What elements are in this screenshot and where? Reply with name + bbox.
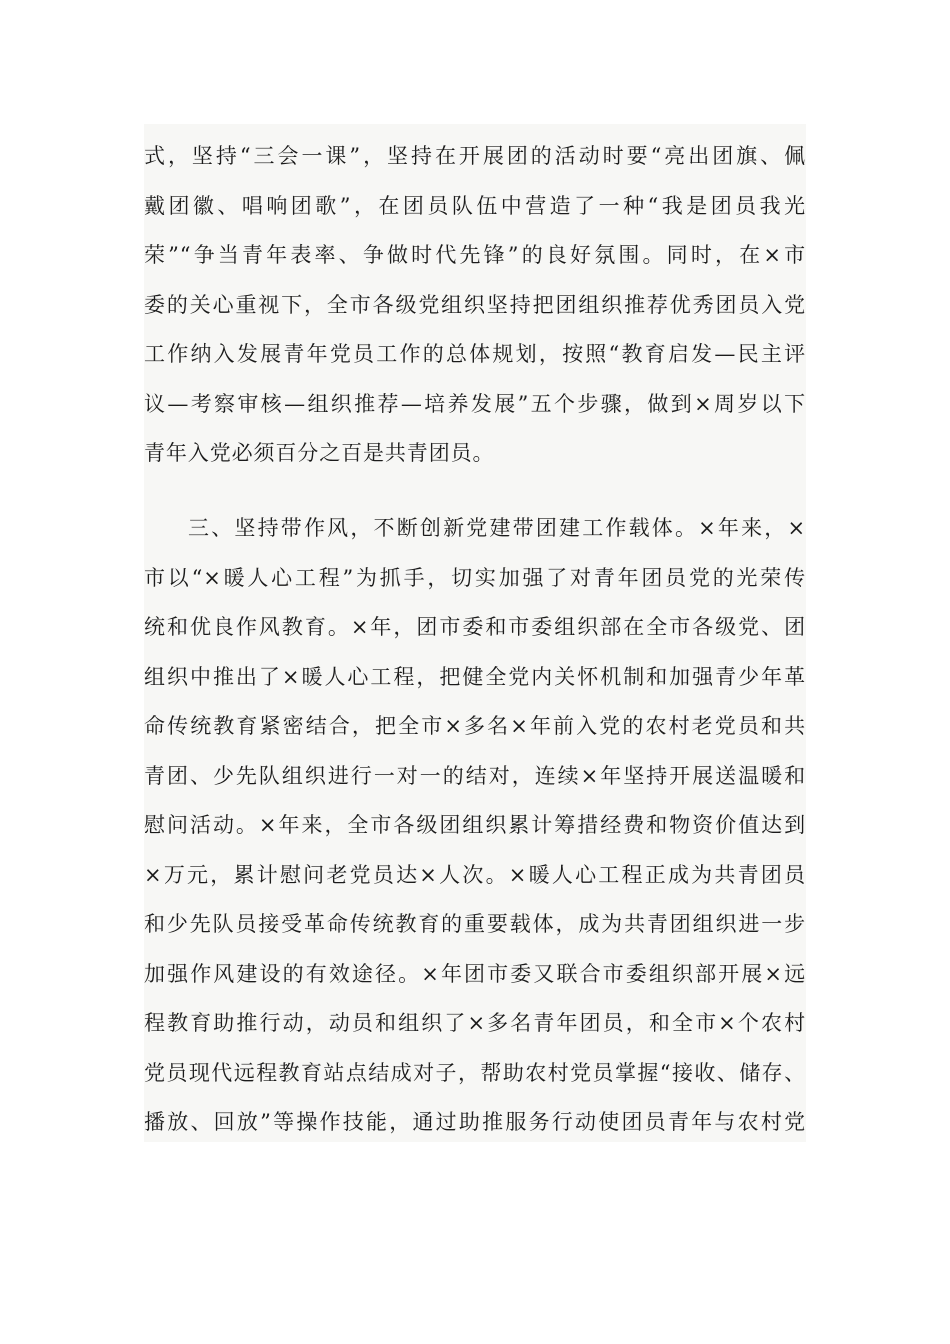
document-body — [144, 124, 806, 1142]
text-line: 青团、少先队组织进行一对一的结对，连续×年坚持开展送温暖和 — [144, 763, 806, 788]
text-line: 委的关心重视下，全市各级党组织坚持把团组织推荐优秀团员入党 — [144, 292, 806, 317]
paragraph-2 — [144, 504, 806, 1148]
text-line: 三、坚持带作风，不断创新党建带团建工作载体。×年来，× — [188, 516, 806, 540]
text-line: 议—考察审核—组织推荐—培养发展”五个步骤，做到×周岁以下 — [144, 391, 806, 416]
text-line: 党员现代远程教育站点结成对子，帮助农村党员掌握“接收、储存、 — [144, 1060, 806, 1085]
text-line: 慰问活动。×年来，全市各级团组织累计筹措经费和物资价值达到 — [144, 813, 806, 837]
text-line: 式，坚持“三会一课”，坚持在开展团的活动时要“亮出团旗、佩 — [144, 144, 806, 168]
text-line: 统和优良作风教育。×年，团市委和市委组织部在全市各级党、团 — [144, 615, 806, 639]
text-line: 戴团徽、唱响团歌”，在团员队伍中营造了一种“我是团员我光 — [144, 193, 806, 218]
text-line: 程教育助推行动，动员和组织了×多名青年团员，和全市×个农村 — [144, 1011, 806, 1035]
text-line: 和少先队员接受革命传统教育的重要载体，成为共青团组织进一步 — [144, 912, 806, 936]
text-line: 荣”“争当青年表率、争做时代先锋”的良好氛围。同时，在×市 — [144, 243, 806, 267]
text-line: 加强作风建设的有效途径。×年团市委又联合市委组织部开展×远 — [144, 961, 806, 986]
text-line: 命传统教育紧密结合，把全市×多名×年前入党的农村老党员和共 — [144, 714, 806, 738]
text-line: 组织中推出了×暖人心工程，把健全党内关怀机制和加强青少年革 — [144, 664, 806, 689]
text-line: 青年入党必须百分之百是共青团员。 — [144, 441, 495, 465]
text-line: 工作纳入发展青年党员工作的总体规划，按照“教育启发—民主评 — [144, 342, 806, 366]
paragraph-1 — [144, 132, 806, 479]
text-line: 市以“×暖人心工程”为抓手，切实加强了对青年团员党的光荣传 — [144, 565, 806, 590]
text-line: 播放、回放”等操作技能，通过助推服务行动使团员青年与农村党 — [144, 1110, 806, 1134]
text-line: ×万元，累计慰问老党员达×人次。×暖人心工程正成为共青团员 — [144, 862, 806, 887]
